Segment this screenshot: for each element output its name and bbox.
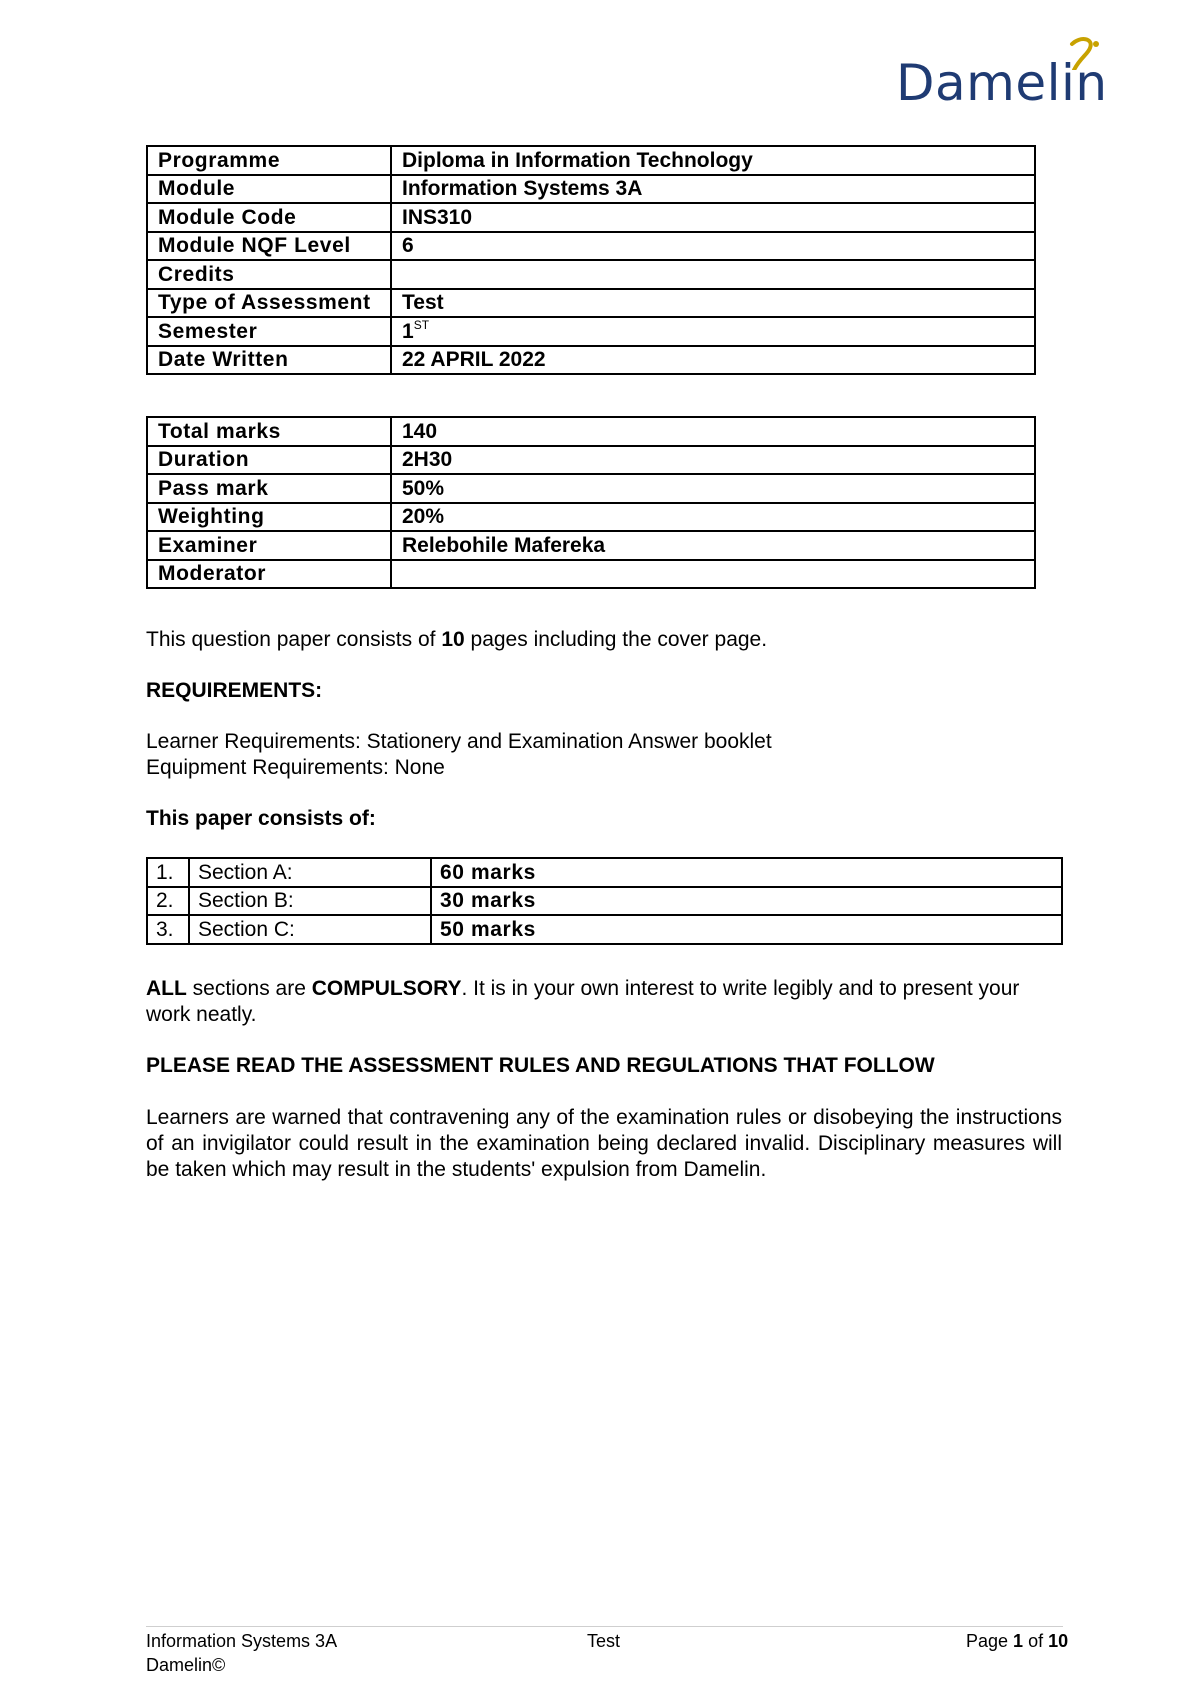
table-row (147, 346, 1035, 375)
page-count-text-end: pages including the cover page. (464, 628, 768, 651)
assessment-value: 20% (391, 503, 1035, 532)
detail-value: 22 APRIL 2022 (391, 346, 1035, 375)
table-row (147, 887, 1062, 916)
table-row (147, 858, 1062, 887)
section-name: Section C: (189, 915, 431, 944)
detail-label: Programme (147, 146, 391, 175)
table-row (147, 260, 1035, 289)
section-marks: 30 marks (431, 887, 1062, 916)
assessment-value: 2H30 (391, 446, 1035, 475)
detail-label: Semester (147, 317, 391, 346)
detail-value: 6 (391, 232, 1035, 261)
table-row (147, 503, 1035, 532)
semester-number: 1 (402, 319, 414, 343)
detail-value: Diploma in Information Technology (391, 146, 1035, 175)
page-count-number: 10 (441, 628, 465, 651)
assessment-value: 50% (391, 474, 1035, 503)
module-details-table (146, 145, 1036, 375)
section-number: 3. (147, 915, 189, 944)
assessment-label: Duration (147, 446, 391, 475)
section-marks: 50 marks (431, 915, 1062, 944)
requirements-heading: REQUIREMENTS: (146, 679, 323, 702)
detail-value: INS310 (391, 203, 1035, 232)
assessment-label: Total marks (147, 417, 391, 446)
assessment-value (391, 560, 1035, 589)
detail-label: Module (147, 175, 391, 204)
footer-copyright: Damelin© (146, 1655, 226, 1675)
assessment-details-table (146, 416, 1036, 589)
footer-divider (146, 1626, 1063, 1627)
detail-value (391, 317, 1035, 346)
paper-consists-heading: This paper consists of: (146, 807, 376, 830)
table-row (147, 175, 1035, 204)
assessment-label: Pass mark (147, 474, 391, 503)
section-name: Section B: (189, 887, 431, 916)
section-number: 2. (147, 887, 189, 916)
detail-value: Test (391, 289, 1035, 318)
page-label: Page (966, 1631, 1014, 1651)
page-count-text: This question paper consists of (146, 628, 442, 651)
detail-label: Module Code (147, 203, 391, 232)
page-count-note (146, 627, 1062, 653)
damelin-logo (896, 36, 1136, 116)
warning-paragraph: Learners are warned that contravening any of the examination rules or disobeying the instructions of an invigilator could result in the examination being declared invalid. Disciplinary measures will be taken which may result in the students' expulsion from Damelin. (146, 1106, 1062, 1181)
sections-table (146, 857, 1063, 945)
table-row (147, 203, 1035, 232)
detail-label: Credits (147, 260, 391, 289)
assessment-label: Moderator (147, 560, 391, 589)
table-row (147, 531, 1035, 560)
section-marks: 60 marks (431, 858, 1062, 887)
table-row (147, 915, 1062, 944)
table-row (147, 146, 1035, 175)
learner-requirements: Learner Requirements: Stationery and Examination Answer booklet (146, 730, 772, 753)
footer-type: Test (587, 1631, 621, 1651)
compulsory-word: COMPULSORY (311, 977, 462, 1000)
compulsory-text: sections are (186, 977, 312, 1000)
logo-brand-text: Damelin (896, 54, 1108, 112)
equipment-requirements: Equipment Requirements: None (146, 756, 445, 779)
assessment-value: Relebohile Mafereka (391, 531, 1035, 560)
table-row (147, 474, 1035, 503)
detail-value: Information Systems 3A (391, 175, 1035, 204)
assessment-label: Examiner (147, 531, 391, 560)
detail-label: Date Written (147, 346, 391, 375)
detail-value (391, 260, 1035, 289)
table-row (147, 446, 1035, 475)
page-total: 10 (1048, 1631, 1069, 1651)
section-number: 1. (147, 858, 189, 887)
table-row (147, 317, 1035, 346)
table-row (147, 417, 1035, 446)
footer-page-number (966, 1630, 1068, 1652)
section-name: Section A: (189, 858, 431, 887)
assessment-label: Weighting (147, 503, 391, 532)
assessment-value: 140 (391, 417, 1035, 446)
footer-module: Information Systems 3A (146, 1631, 338, 1651)
compulsory-rest: . It is in your own interest to write legibly and to present your work neatly. (146, 977, 1020, 1026)
rules-heading: PLEASE READ THE ASSESSMENT RULES AND REGULATIONS THAT FOLLOW (146, 1054, 935, 1077)
table-row (147, 232, 1035, 261)
table-row (147, 289, 1035, 318)
page-of-label: of (1023, 1631, 1049, 1651)
compulsory-all: ALL (146, 977, 187, 1000)
compulsory-note (146, 976, 1026, 1028)
page-current: 1 (1013, 1631, 1024, 1651)
table-row (147, 560, 1035, 589)
detail-label: Module NQF Level (147, 232, 391, 261)
semester-ordinal: ST (413, 317, 430, 332)
detail-label: Type of Assessment (147, 289, 391, 318)
